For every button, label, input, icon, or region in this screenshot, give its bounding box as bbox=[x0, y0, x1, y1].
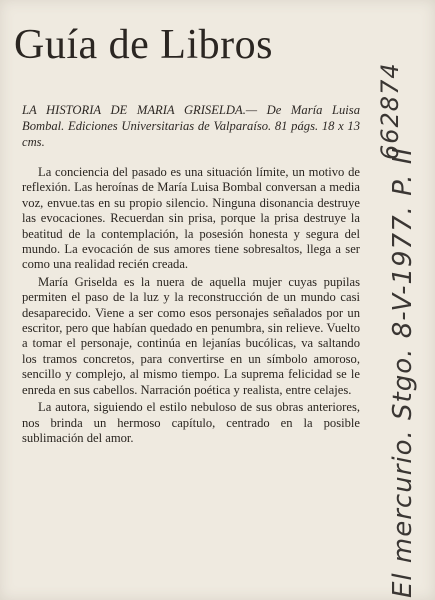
handwritten-catalog-number: 662874 bbox=[376, 62, 404, 160]
book-citation: LA HISTORIA DE MARIA GRISELDA.— De María Luisa Bombal. Ediciones Universitarias de Valparaíso. 81 págs. 18 x 13 cms. bbox=[22, 103, 360, 149]
section-title: Guía de Libros bbox=[14, 22, 273, 68]
review-paragraph: La conciencia del pasado es una situación límite, un motivo de reflexión. Las heroínas de María Luisa Bombal conversan a media voz, envue.tas en su propio silencio. Ninguna disonancia destruye las evocaciones. Recuerdan sin prisa, porque la prisa destruye la beatitud de la contemplación, la posesión honesta y segura del mundo. La evocación de sus amores tiene sobresaltos, llega a ser como una realidad recién creada. bbox=[22, 165, 360, 272]
review-body bbox=[22, 165, 360, 446]
review-paragraph: María Griselda es la nuera de aquella mujer cuyas pupilas permiten el paso de la luz y la reconstrucción de un mundo casi desaparecido. Viene a ser como esos personajes señalados por un escritor, pero que habían quedado en penumbra, sin relieve. Vuelto a tomar el personaje, continúa en lejanías bucólicas, va saltando los tramos concretos, para convertirse en un símbolo amoroso, sencillo y complejo, al mismo tiempo. La suprema felicidad se le enreda en sus cabellos. Narración poética y realista, entre celajes. bbox=[22, 274, 360, 397]
handwritten-source-note: El mercurio. Stgo. 8-V-1977. P. II bbox=[388, 146, 418, 598]
handwritten-margin bbox=[370, 20, 430, 600]
review-paragraph: La autora, siguiendo el estilo nebuloso de sus obras anteriores, nos brinda un hermoso capítulo, centrado en la posible sublimación del amor. bbox=[22, 400, 360, 445]
